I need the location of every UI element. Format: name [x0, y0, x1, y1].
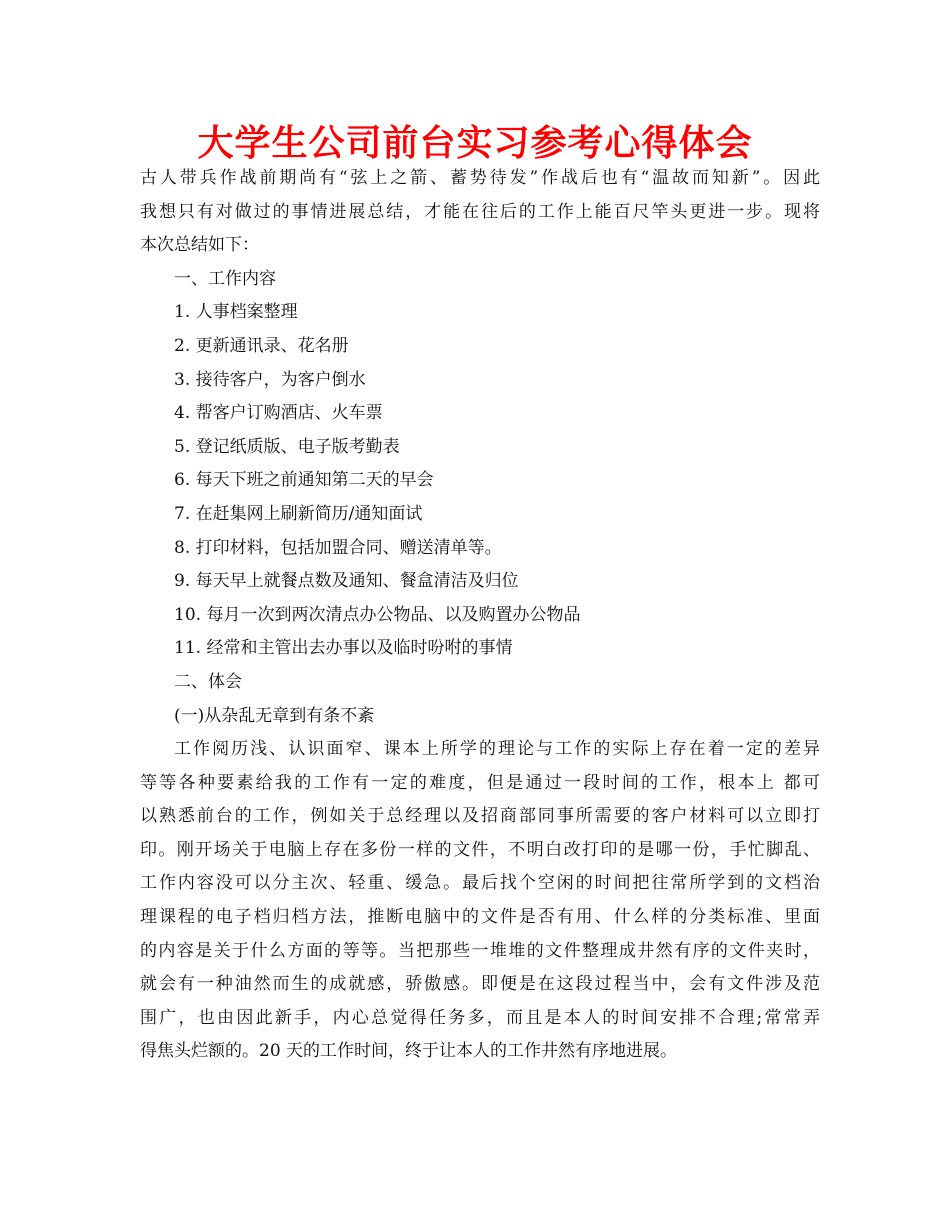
text-line: 工作内容没可以分主次、轻重、缓急。最后找个空闲的时间把往常所学到的文档治	[140, 873, 820, 894]
text-line: 1. 人事档案整理	[174, 302, 298, 323]
text-line: 围广，也由因此新手，内心总觉得任务多，而且是本人的时间安排不合理;常常弄	[140, 1007, 820, 1028]
text-line: 11. 经常和主管出去办事以及临时吩咐的事情	[174, 638, 513, 659]
text-line: 理课程的电子档归档方法，推断电脑中的文件是否有用、什么样的分类标准、里面	[140, 907, 820, 928]
text-line: 5. 登记纸质版、电子版考勤表	[174, 436, 400, 457]
text-line: 2. 更新通讯录、花名册	[174, 335, 349, 356]
text-line: 6. 每天下班之前通知第二天的早会	[174, 470, 434, 491]
text-line: 以熟悉前台的工作，例如关于总经理以及招商部同事所需要的客户材料可以立即打	[140, 806, 820, 827]
text-line: 9. 每天早上就餐点数及通知、餐盒清洁及归位	[174, 571, 519, 592]
text-line: 的内容是关于什么方面的等等。当把那些一堆堆的文件整理成井然有序的文件夹时，	[140, 940, 820, 961]
text-line: 4. 帮客户订购酒店、火车票	[174, 403, 383, 424]
document-title: 大学生公司前台实习参考心得体会	[197, 123, 753, 164]
text-line: 我想只有对做过的事情进展总结，才能在往后的工作上能百尺竿头更进一步。现将	[140, 201, 820, 222]
text-line: 就会有一种油然而生的成就感，骄傲感。即便是在这段过程当中，会有文件涉及范	[140, 974, 820, 995]
document-body	[140, 162, 820, 1069]
text-line: 印。刚开场关于电脑上存在多份一样的文件，不明白改打印的是哪一份，手忙脚乱、	[140, 839, 820, 860]
text-line: 3. 接待客户，为客户倒水	[174, 369, 366, 390]
text-line: 本次总结如下：	[140, 235, 259, 256]
text-line: 一、工作内容	[174, 268, 276, 289]
text-line: 7. 在赶集网上刷新简历/通知面试	[174, 503, 423, 524]
text-line: 得焦头烂额的。20 天的工作时间，终于让本人的工作井然有序地进展。	[140, 1041, 678, 1062]
text-line: (一)从杂乱无章到有条不紊	[174, 705, 375, 726]
text-line: 二、体会	[174, 671, 242, 692]
text-line: 古人带兵作战前期尚有“弦上之箭、蓄势待发”作战后也有“温故而知新”。因此	[140, 168, 820, 188]
text-line: 8. 打印材料，包括加盟合同、赠送清单等。	[174, 537, 502, 558]
text-line: 10. 每月一次到两次清点办公物品、以及购置办公物品	[174, 604, 581, 625]
text-line: 等等各种要素给我的工作有一定的难度，但是通过一段时间的工作，根本上 都可	[140, 772, 820, 793]
text-line: 工作阅历浅、认识面窄、课本上所学的理论与工作的实际上存在着一定的差异	[174, 739, 820, 760]
